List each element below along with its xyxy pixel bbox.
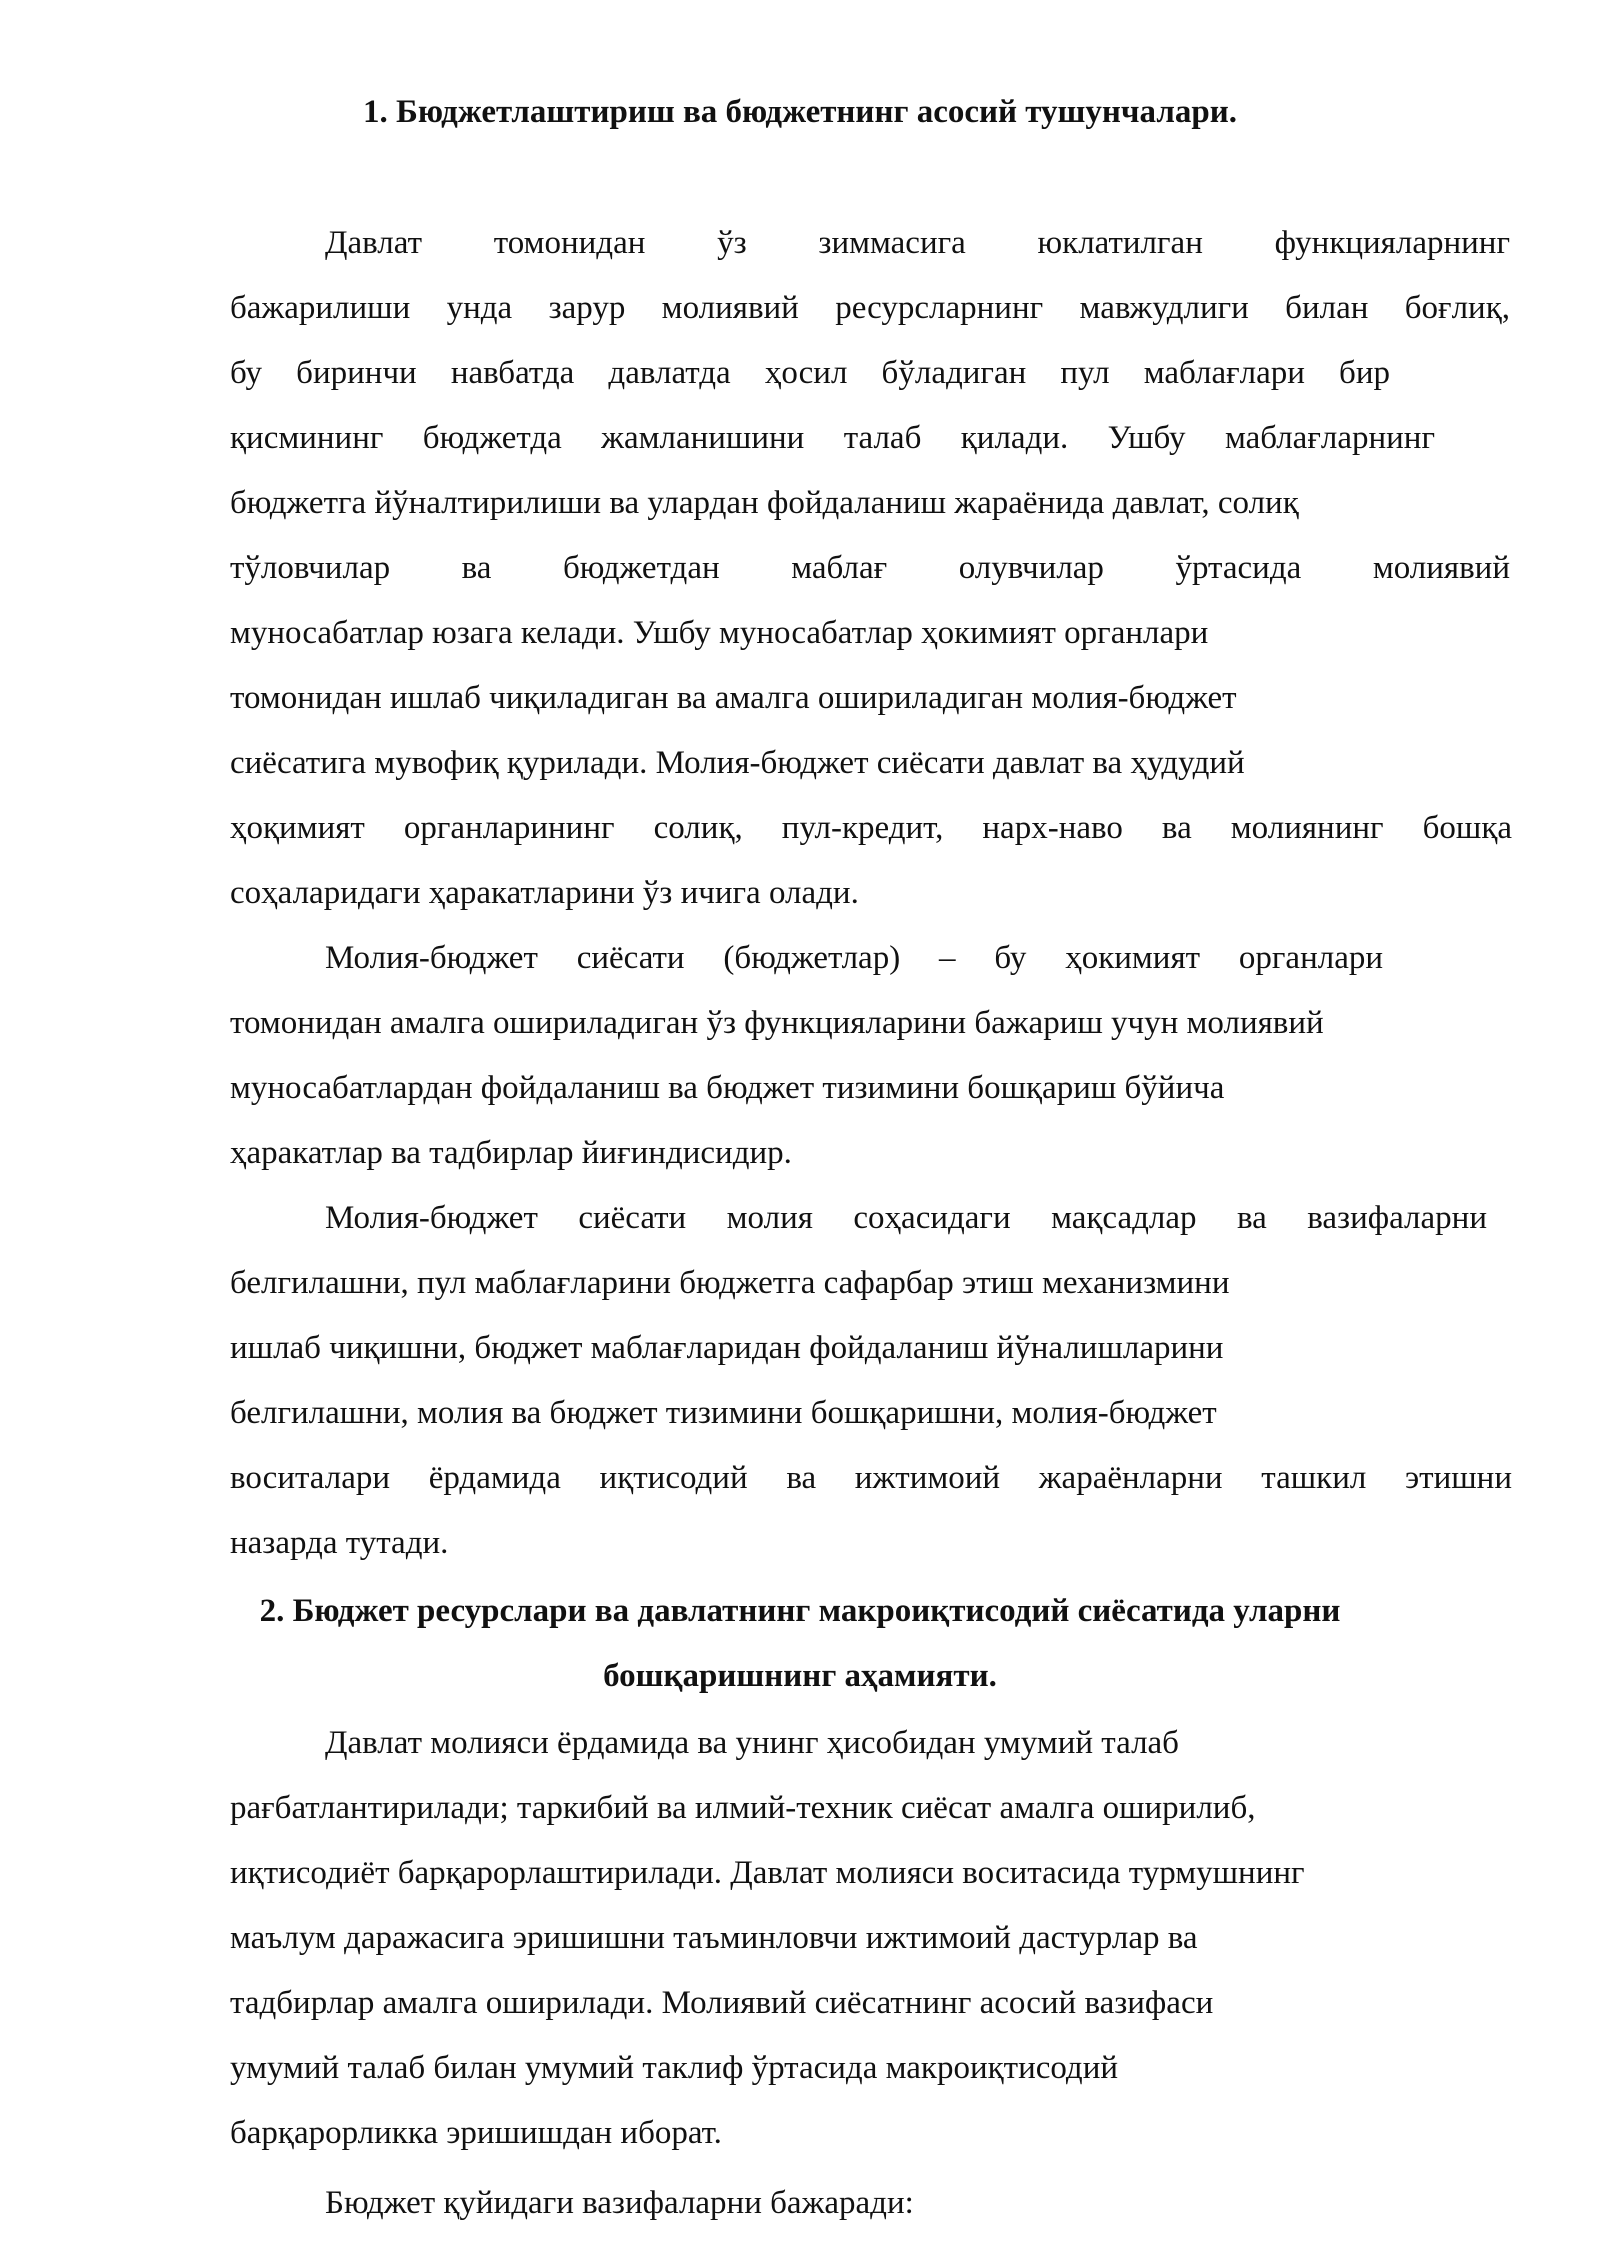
paragraph-line: Бюджет қуйидаги вазифаларни бажаради: (325, 2185, 914, 2221)
paragraph-line: тўловчилар ва бюджетдан маблағ олувчилар ўртасида молиявий (230, 550, 1510, 586)
paragraph-line: томонидан ишлаб чиқиладиган ва амалга ошириладиган молия-бюджет (230, 680, 1237, 716)
paragraph-line: бюджетга йўналтирилиши ва улардан фойдаланиш жараёнида давлат, солиқ (230, 485, 1299, 521)
paragraph-line: умумий талаб билан умумий таклиф ўртасида макроиқтисодий (230, 2050, 1119, 2086)
paragraph-line: соҳаларидаги ҳаракатларини ўз ичига олади. (230, 875, 859, 911)
paragraph-line: тадбирлар амалга оширилади. Молиявий сиёсатнинг асосий вазифаси (230, 1985, 1214, 2021)
paragraph-line: Молия-бюджет сиёсати молия соҳасидаги мақсадлар ва вазифаларни (325, 1200, 1487, 1236)
paragraph-line: барқарорликка эришишдан иборат. (230, 2115, 722, 2151)
paragraph-line: маълум даражасига эришишни таъминловчи ижтимоий дастурлар ва (230, 1920, 1198, 1956)
paragraph-line: иқтисодиёт барқарорлаштирилади. Давлат молияси воситасида турмушнинг (230, 1855, 1305, 1891)
paragraph-line: ишлаб чиқишни, бюджет маблағларидан фойдаланиш йўналишларини (230, 1330, 1224, 1366)
paragraph-line: муносабатлардан фойдаланиш ва бюджет тизимини бошқариш бўйича (230, 1070, 1225, 1106)
paragraph-line: ҳоқимият органларининг солиқ, пул-кредит, нарх-наво ва молиянинг бошқа (230, 810, 1512, 846)
paragraph-line: томонидан амалга ошириладиган ўз функцияларини бажариш учун молиявий (230, 1005, 1324, 1041)
paragraph-line: назарда тутади. (230, 1525, 449, 1561)
paragraph-line: сиёсатига мувофиқ қурилади. Молия-бюджет сиёсати давлат ва ҳудудий (230, 745, 1245, 781)
paragraph-line: Молия-бюджет сиёсати (бюджетлар) – бу ҳокимият органлари (325, 940, 1383, 976)
paragraph-line: воситалари ёрдамида иқтисодий ва ижтимоий жараёнларни ташкил этишни (230, 1460, 1512, 1496)
paragraph-line: ҳаракатлар ва тадбирлар йиғиндисидир. (230, 1135, 792, 1171)
paragraph-line: Давлат молияси ёрдамида ва унинг ҳисобидан умумий талаб (325, 1725, 1179, 1761)
paragraph-line: белгилашни, пул маблағларини бюджетга сафарбар этиш механизмини (230, 1265, 1230, 1301)
paragraph-line: қисмининг бюджетда жамланишини талаб қилади. Ушбу маблағларнинг (230, 420, 1435, 456)
paragraph-line: бу биринчи навбатда давлатда ҳосил бўладиган пул маблағлари бир (230, 355, 1390, 391)
section-2-title-line-1: 2. Бюджет ресурслари ва давлатнинг макроиқтисодий сиёсатида уларни (259, 1593, 1341, 1629)
section-2-title-line-2: бошқаришнинг аҳамияти. (603, 1658, 997, 1694)
paragraph-line: Давлат томонидан ўз зиммасига юклатилган функцияларнинг (325, 225, 1510, 261)
paragraph-line: рағбатлантирилади; таркибий ва илмий-техник сиёсат амалга оширилиб, (230, 1790, 1256, 1826)
paragraph-line: бажарилиши унда зарур молиявий ресурсларнинг мавжудлиги билан боғлиқ, (230, 290, 1510, 326)
paragraph-line: белгилашни, молия ва бюджет тизимини бошқаришни, молия-бюджет (230, 1395, 1217, 1431)
section-1-title: 1. Бюджетлаштириш ва бюджетнинг асосий тушунчалари. (363, 94, 1237, 130)
paragraph-line: муносабатлар юзага келади. Ушбу муносабатлар ҳокимият органлари (230, 615, 1209, 651)
